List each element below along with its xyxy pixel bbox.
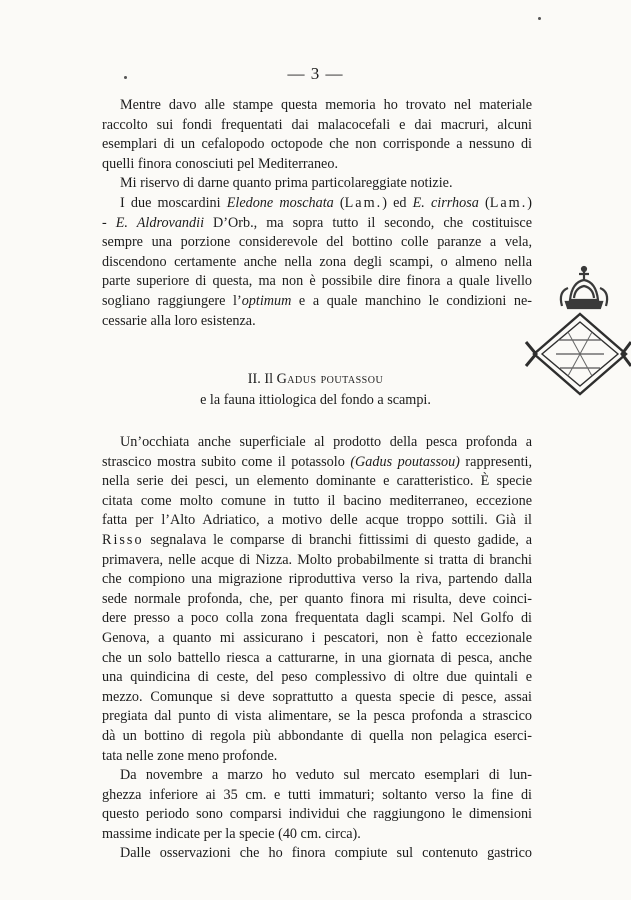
text-line <box>102 194 532 214</box>
text-line: esemplari di un cefalopodo octopode che non corrisponde a nessuno di <box>102 136 532 153</box>
text-line <box>102 531 532 551</box>
text-line: mezzo. Comunque si deve soprattutto a questa specie di pesce, assai <box>102 688 532 705</box>
text-line: discendono certamente anche nella zona degli scampi, o almeno nella <box>102 253 532 270</box>
page-number: — 3 — <box>287 64 344 83</box>
paragraph-potassolo <box>102 433 532 766</box>
text-line: fatta per l’Alto Adriatico, a motivo delle acque troppo sottili. Già il <box>102 512 532 529</box>
text-fragment: strascico mostra subito come il potassolo <box>102 453 351 470</box>
text-line: Genova, a quanto mi assicurano i pescatori, non è fatto eccezionale <box>102 629 532 646</box>
section-subtitle: e la fauna ittiologica del fondo a scampi. <box>200 392 431 408</box>
text-line: citata come molto comune in tutto il bacino mediterraneo, eccezione <box>102 492 532 509</box>
library-stamp <box>518 262 631 412</box>
species-name: Eledone moschata <box>226 195 334 211</box>
text-line: Dalle osservazioni che ho finora compiute sul contenuto gastrico <box>120 845 532 862</box>
species-name: (Gadus poutassou) <box>350 453 460 470</box>
text-line: che un solo battello riesca a catturarne, in una giornata di pesca, anche <box>102 649 532 666</box>
text-fragment: ( <box>478 195 490 211</box>
text-line: pregiata dal punto di vista alimentare, se la pesca profonda a strascico <box>102 708 532 725</box>
paragraph-intro <box>102 96 532 194</box>
text-line <box>102 453 532 473</box>
heading-species: Gadus poutassou <box>276 371 384 387</box>
text-line: questo periodo sono comparsi individui che raggiungono le dimensioni <box>102 806 532 823</box>
text-line: nella serie dei pesci, un elemento dominante e caratteristico. È specie <box>102 473 532 490</box>
text-fragment: I due moscardini <box>120 195 227 211</box>
text-fragment: - <box>102 214 116 231</box>
text-line: sempre una porzione considerevole del bottino colle paranze a vela, <box>102 234 532 251</box>
text-line: Da novembre a marzo ho veduto sul mercato esemplari di lun- <box>120 767 532 783</box>
paragraph-dimensioni <box>102 766 532 864</box>
text-line: Un’occhiata anche superficiale al prodotto della pesca profonda a <box>120 434 532 450</box>
author-abbreviation: Lam. <box>489 195 528 211</box>
species-name: E. Aldrovandii <box>115 214 205 231</box>
text-fragment: segnalava le comparse di branchi fittissimi di questo gadide, a <box>143 531 532 548</box>
text-line <box>102 214 532 234</box>
text-line: sede normale profonda, che, per quanto finora mi risulta, deve coinci- <box>102 590 532 607</box>
author-abbreviation: Lam. <box>344 195 383 211</box>
text-fragment: ( <box>333 195 345 211</box>
section-numeral: II. <box>247 371 261 387</box>
text-fragment: ) <box>527 195 532 211</box>
text-line: Mentre davo alle stampe questa memoria ho trovato nel materiale <box>120 97 532 113</box>
text-line: parte superiore di questa, ma non è possibile dire finora a quale livello <box>102 273 532 290</box>
heading-article: Il <box>264 371 274 387</box>
species-name: E. cirrhosa <box>412 195 479 211</box>
text-line: cessarie alla loro esistenza. <box>102 312 256 329</box>
text-line <box>102 292 532 312</box>
text-line: primavera, nelle acque di Nizza. Molto probabilmente si tratta di branchi <box>102 551 532 568</box>
lozenge-emblem <box>526 314 631 394</box>
text-line: massime indicate per la specie (40 cm. circa). <box>102 825 361 842</box>
text-fragment: rappresenti, <box>459 453 533 470</box>
text-line: dere presso a poco colla zona frequentata dagli scampi. Nel Golfo di <box>102 610 532 627</box>
text-line: Mi riservo di darne quanto prima particolareggiate notizie. <box>120 175 453 192</box>
text-fragment: sogliano raggiungere l’ <box>102 292 242 309</box>
text-line: quelli finora conosciuti pel Mediterraneo. <box>102 155 338 172</box>
ink-speck <box>538 17 541 20</box>
text-line: ghezza inferiore ai 35 cm. e tutti immaturi; soltanto verso la fine di <box>102 786 532 803</box>
paragraph-moscardini <box>102 194 532 331</box>
author-name: Risso <box>102 531 144 548</box>
text-line: tata nelle zone meno profonde. <box>102 747 278 764</box>
crown-icon <box>561 267 607 308</box>
text-line: una quindicina di ceste, del peso complessivo di oltre due quintali e <box>102 669 532 686</box>
text-fragment: ) ed <box>382 195 413 211</box>
text-line: raccolto sui fondi frequentati dai malacocefali e dai macruri, alcuni <box>102 116 532 133</box>
text-fragment: e a quale manchino le condizioni ne- <box>291 292 532 309</box>
italic-term: optimum <box>241 292 292 309</box>
text-fragment: D’Orb., ma sopra tutto il secondo, che costituisce <box>204 214 532 231</box>
text-line: che compiono una migrazione riproduttiva verso la riva, partendo dalla <box>102 571 532 588</box>
text-line: dà un bottino di regola più abbondante di quella non pelagica eserci- <box>102 727 532 744</box>
